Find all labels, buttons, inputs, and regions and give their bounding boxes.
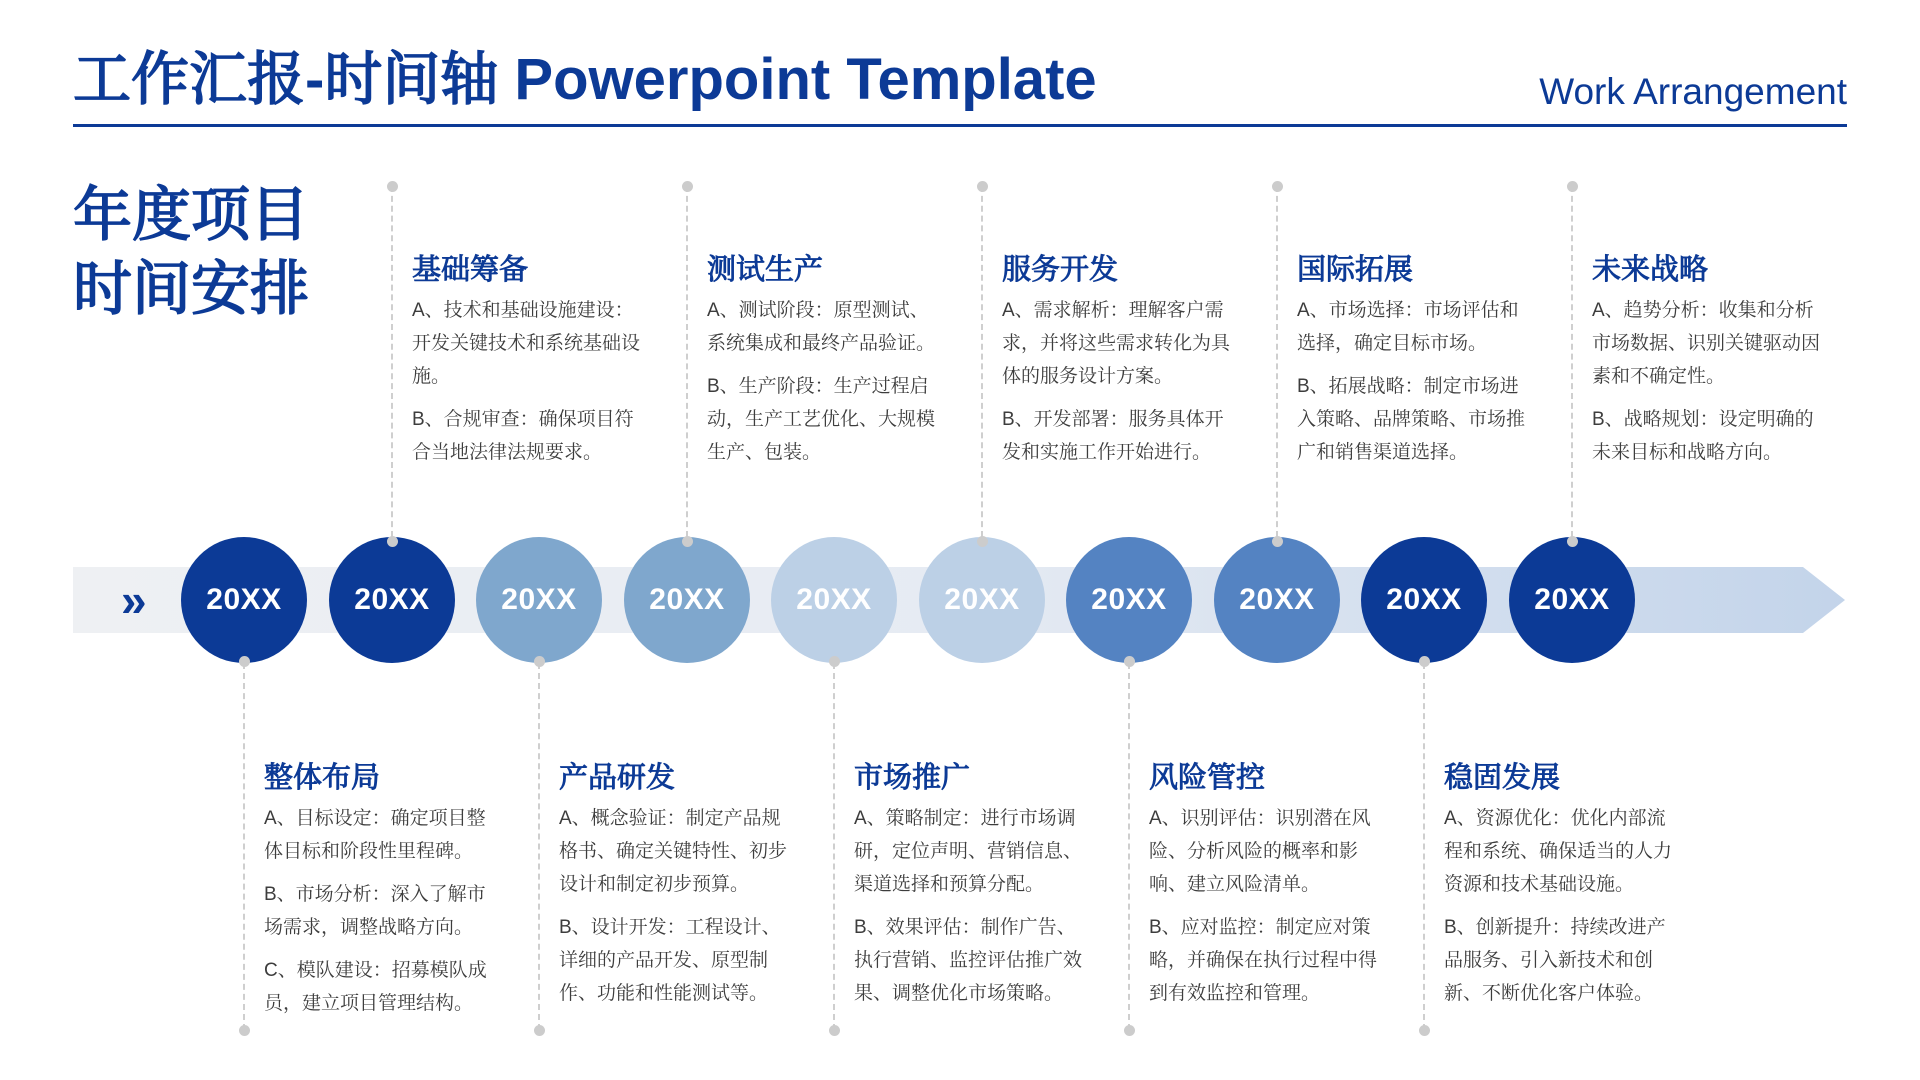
timeline-node-label: 20XX (1534, 583, 1610, 616)
connector-dot-bottom-3 (829, 1025, 840, 1036)
timeline-node-3 (476, 537, 602, 663)
page-subtitle: Work Arrangement (1539, 71, 1847, 112)
card-paragraph: B、市场分析：深入了解市场需求，调整战略方向。 (264, 884, 486, 938)
card-paragraph: A、策略制定：进行市场调研，定位声明、营销信息、渠道选择和预算分配。 (854, 808, 1083, 895)
card-title: 国际拓展 (1297, 254, 1414, 286)
connector-line-top-4 (1276, 186, 1278, 537)
card-bottom-1 (264, 760, 496, 1030)
card-paragraph: B、效果评估：制作广告、执行营销、监控评估推广效果、调整优化市场策略。 (854, 917, 1083, 1004)
timeline-node-label: 20XX (501, 583, 577, 616)
card-top-3 (1002, 252, 1234, 479)
timeline-node-label: 20XX (1239, 583, 1315, 616)
card-paragraph: A、测试阶段：原型测试、系统集成和最终产品验证。 (707, 300, 936, 354)
card-paragraph: A、趋势分析：收集和分析市场数据、识别关键驱动因素和不确定性。 (1592, 300, 1821, 387)
card-top-5 (1592, 252, 1824, 479)
card-paragraph: A、技术和基础设施建设：开发关键技术和系统基础设施。 (412, 300, 641, 387)
card-paragraph: B、生产阶段：生产过程启动，生产工艺优化、大规模生产、包装。 (707, 376, 936, 463)
connector-dot-node-top-4 (1272, 536, 1283, 547)
timeline-node-5 (771, 537, 897, 663)
card-title: 产品研发 (559, 762, 676, 794)
connector-dot-node-bottom-1 (239, 656, 250, 667)
card-paragraph: C、模队建设：招募模队成员，建立项目管理结构。 (264, 960, 487, 1014)
connector-line-bottom-2 (538, 663, 540, 1030)
card-title: 整体布局 (264, 762, 381, 794)
card-bottom-4 (1149, 760, 1381, 1020)
card-paragraph: B、合规审查：确保项目符合当地法律法规要求。 (412, 409, 634, 463)
card-top-1 (412, 252, 644, 479)
card-paragraph: A、需求解析：理解客户需求，并将这些需求转化为具体的服务设计方案。 (1002, 300, 1231, 387)
timeline-node-label: 20XX (206, 583, 282, 616)
card-paragraph: B、设计开发：工程设计、详细的产品开发、原型制作、功能和性能测试等。 (559, 917, 781, 1004)
connector-dot-node-top-2 (682, 536, 693, 547)
timeline-node-9 (1361, 537, 1487, 663)
connector-dot-node-bottom-3 (829, 656, 840, 667)
card-title: 未来战略 (1592, 254, 1709, 286)
connector-line-top-2 (686, 186, 688, 537)
card-title: 市场推广 (854, 762, 971, 794)
card-title: 测试生产 (707, 254, 824, 286)
card-bottom-5 (1444, 760, 1676, 1020)
connector-dot-top-3 (977, 181, 988, 192)
connector-dot-bottom-5 (1419, 1025, 1430, 1036)
connector-dot-node-top-1 (387, 536, 398, 547)
connector-line-top-1 (391, 186, 393, 537)
connector-line-bottom-1 (243, 663, 245, 1030)
connector-line-top-5 (1571, 186, 1573, 537)
connector-dot-node-bottom-5 (1419, 656, 1430, 667)
connector-dot-bottom-1 (239, 1025, 250, 1036)
card-title: 稳固发展 (1444, 762, 1561, 794)
section-title (73, 178, 309, 326)
card-top-2 (707, 252, 939, 479)
connector-dot-top-1 (387, 181, 398, 192)
card-paragraph: B、开发部署：服务具体开发和实施工作开始进行。 (1002, 409, 1224, 463)
timeline-node-label: 20XX (354, 583, 430, 616)
connector-line-bottom-4 (1128, 663, 1130, 1030)
connector-dot-bottom-2 (534, 1025, 545, 1036)
card-paragraph: B、拓展战略：制定市场进入策略、品牌策略、市场推广和销售渠道选择。 (1297, 376, 1526, 463)
connector-line-top-3 (981, 186, 983, 537)
card-paragraph: B、应对监控：制定应对策略，并确保在执行过程中得到有效监控和管理。 (1149, 917, 1378, 1004)
timeline-node-7 (1066, 537, 1192, 663)
timeline-node-10 (1509, 537, 1635, 663)
connector-dot-top-4 (1272, 181, 1283, 192)
card-title: 服务开发 (1002, 254, 1119, 286)
timeline-node-label: 20XX (1386, 583, 1462, 616)
timeline-node-4 (624, 537, 750, 663)
card-title: 基础筹备 (412, 254, 529, 286)
header-divider (73, 124, 1847, 127)
card-paragraph: B、战略规划：设定明确的未来目标和战略方向。 (1592, 409, 1814, 463)
timeline-node-label: 20XX (944, 583, 1020, 616)
connector-dot-node-top-3 (977, 536, 988, 547)
section-title-line-2: 时间安排 (73, 256, 310, 322)
card-paragraph: A、市场选择：市场评估和选择，确定目标市场。 (1297, 300, 1519, 354)
card-paragraph: A、目标设定：确定项目整体目标和阶段性里程碑。 (264, 808, 486, 862)
section-title-line-1: 年度项目 (73, 182, 310, 248)
connector-dot-node-bottom-2 (534, 656, 545, 667)
timeline-node-8 (1214, 537, 1340, 663)
timeline-node-1 (181, 537, 307, 663)
page-title: 工作汇报-时间轴 Powerpoint Template (73, 47, 1097, 112)
timeline-node-label: 20XX (649, 583, 725, 616)
card-bottom-3 (854, 760, 1086, 1020)
card-top-4 (1297, 252, 1529, 479)
connector-line-bottom-5 (1423, 663, 1425, 1030)
connector-dot-top-2 (682, 181, 693, 192)
connector-dot-top-5 (1567, 181, 1578, 192)
timeline-node-6 (919, 537, 1045, 663)
connector-dot-node-top-5 (1567, 536, 1578, 547)
connector-dot-node-bottom-4 (1124, 656, 1135, 667)
double-chevron-right-icon: » (121, 574, 147, 626)
card-bottom-2 (559, 760, 791, 1020)
connector-dot-bottom-4 (1124, 1025, 1135, 1036)
card-paragraph: A、资源优化：优化内部流程和系统、确保适当的人力资源和技术基础设施。 (1444, 808, 1673, 895)
card-paragraph: B、创新提升：持续改进产品服务、引入新技术和创新、不断优化客户体验。 (1444, 917, 1666, 1004)
card-paragraph: A、识别评估：识别潜在风险、分析风险的概率和影响、建立风险清单。 (1149, 808, 1371, 895)
timeline-node-label: 20XX (1091, 583, 1167, 616)
timeline-node-label: 20XX (796, 583, 872, 616)
card-title: 风险管控 (1149, 762, 1266, 794)
connector-line-bottom-3 (833, 663, 835, 1030)
card-paragraph: A、概念验证：制定产品规格书、确定关键特性、初步设计和制定初步预算。 (559, 808, 788, 895)
timeline-node-2 (329, 537, 455, 663)
